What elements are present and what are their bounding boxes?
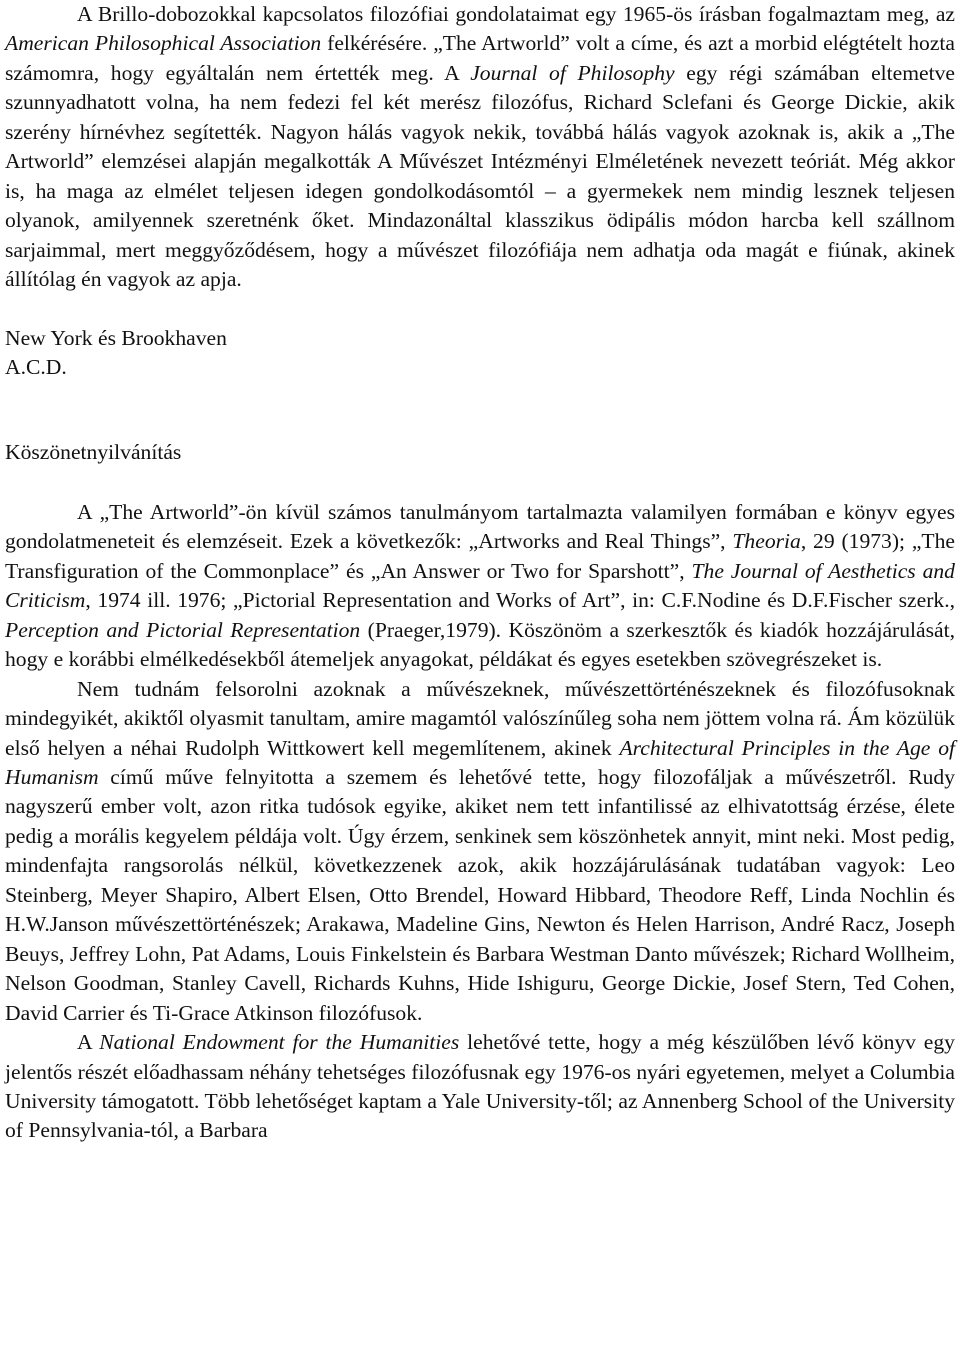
text-run: egy régi számában eltemetve szunnyadhatott volna, ha nem fedezi fel két merész filozófus, Richard Sclefani és George Dickie, akik szerény hírnévhez segítették. Nagyon hálás vagyok nekik, továbbá hálás vagyok azoknak is, akik a „The Artworld” elemzései alapján megalkották A Művészet Intézményi Elméletének nevezett teóriát. Még akkor is, ha maga az elmélet teljesen idegen gondolkodásomtól – a gyermekek nem mindig lesznek teljesen olyanok, amilyennek szeretnénk őket. Mindazonáltal klasszikus ödipális módon harcba kell szállnom sarjaimmal, mert meggyőződésem, hogy a művészet filozófiája nem adhatja oda magát e fiúnak, akinek állítólag én vagyok az apja. (5, 60, 956, 292)
italic-run: Journal of Philosophy (470, 60, 675, 85)
text-run: felkérésére. „The Artworld” volt a címe, és azt a morbid elégtételt hozta számomra, hogy egyáltalán nem értették meg. A (5, 31, 955, 85)
acknowledgement-paragraph-2 (5, 675, 955, 1028)
signature-place: New York és Brookhaven (5, 325, 227, 350)
intro-paragraph (5, 0, 955, 295)
signature-initials: A.C.D. (5, 354, 67, 379)
text-run: lehetővé tette, hogy a még készülőben lévő könyv egy jelentős részét előadhassam néhány tehetséges filozófusnak egy 1976-os nyári egyetemen, melyet a Columbia University támogatott. Több lehetőséget kaptam a Yale University-től; az Annenberg School of the University of Pennsylvania-tól, a Barbara (5, 1030, 955, 1143)
spacer (5, 468, 955, 498)
document-page (5, 0, 955, 1146)
text-run: című műve felnyitotta a szemem és lehetővé tette, hogy filozofáljak a művészetről. Rudy nagyszerű ember volt, azon ritka tudósok egyike, akiket nem tett infantilissé az elhivatottság érzése, élete pedig a morális kegyelem példája volt. Úgy érzem, senkinek sem köszönhetek annyit, mint neki. Most pedig, mindenfajta rangsorolás nélkül, következzenek azok, akik hozzájárulásának tudatában vagyok: Leo Steinberg, Meyer Shapiro, Albert Elsen, Otto Brendel, Howard Hibbard, Theodore Reff, Linda Nochlin és H.W.Janson művészettörténészek; Arakawa, Madeline Gins, Newton és Helen Harrison, André Racz, Joseph Beuys, Jeffrey Lohn, Pat Adams, Louis Finkelstein és Barbara Westman Danto művészek; Richard Wollheim, Nelson Goodman, Stanley Cavell, Richards Kuhns, Hide Ishiguru, George Dickie, Josef Stern, Ted Cohen, David Carrier és Ti-Grace Atkinson filozófusok. (5, 764, 955, 1025)
italic-run: Architectural Principles in the Age of Humanism (5, 735, 955, 789)
italic-run: The Journal of Aesthetics and Criticism (5, 558, 955, 613)
acknowledgement-paragraph-3 (5, 1028, 955, 1146)
text-run: A Brillo-dobozokkal kapcsolatos filozófiai gondolataimat egy 1965-ös írásban fogalmaztam meg, az (77, 2, 955, 26)
text-run: , 1974 ill. 1976; „Pictorial Representation and Works of Art”, in: C.F.Nodine és D.F.Fischer szerk., (85, 588, 955, 613)
section-heading: Köszönetnyilvánítás (5, 440, 182, 465)
italic-run: Theoria (732, 529, 801, 554)
italic-run: National Endowment for the Humanities (99, 1030, 460, 1055)
text-run: A (77, 1030, 100, 1055)
text-run: (Praeger,1979). Köszönöm a szerkesztők és kiadók hozzájárulását, hogy e korábbi elmélkedésekből átemeljek anyagokat, példákat és egyes esetekben szövegrészeket is. (5, 617, 955, 672)
text-run: Nem tudnám felsorolni azoknak a művészeknek, művészettörténészeknek és filozófusoknak mindegyikét, akiktől olyasmit tanultam, amire magamtól valószínűleg soha nem jöttem volna rá. Ám közülük első helyen a néhai Rudolph Wittkowert kell megemlítenem, akinek (5, 676, 955, 760)
italic-run: American Philosophical Association (5, 31, 322, 56)
spacer (5, 295, 955, 324)
text-run: , 29 (1973); „The Transfiguration of the Commonplace” és „An Answer or Two for Sparshott”, (5, 529, 956, 583)
italic-run: Perception and Pictorial Representation (5, 617, 361, 642)
text-run: A „The Artworld”-ön kívül számos tanulmányom tartalmazta valamilyen formában e könyv egyes gondolatmeneteit és elemzéseit. Ezek a következők: „Artworks and Real Things”, (5, 499, 955, 554)
spacer (5, 382, 955, 438)
acknowledgement-paragraph-1 (5, 498, 955, 675)
